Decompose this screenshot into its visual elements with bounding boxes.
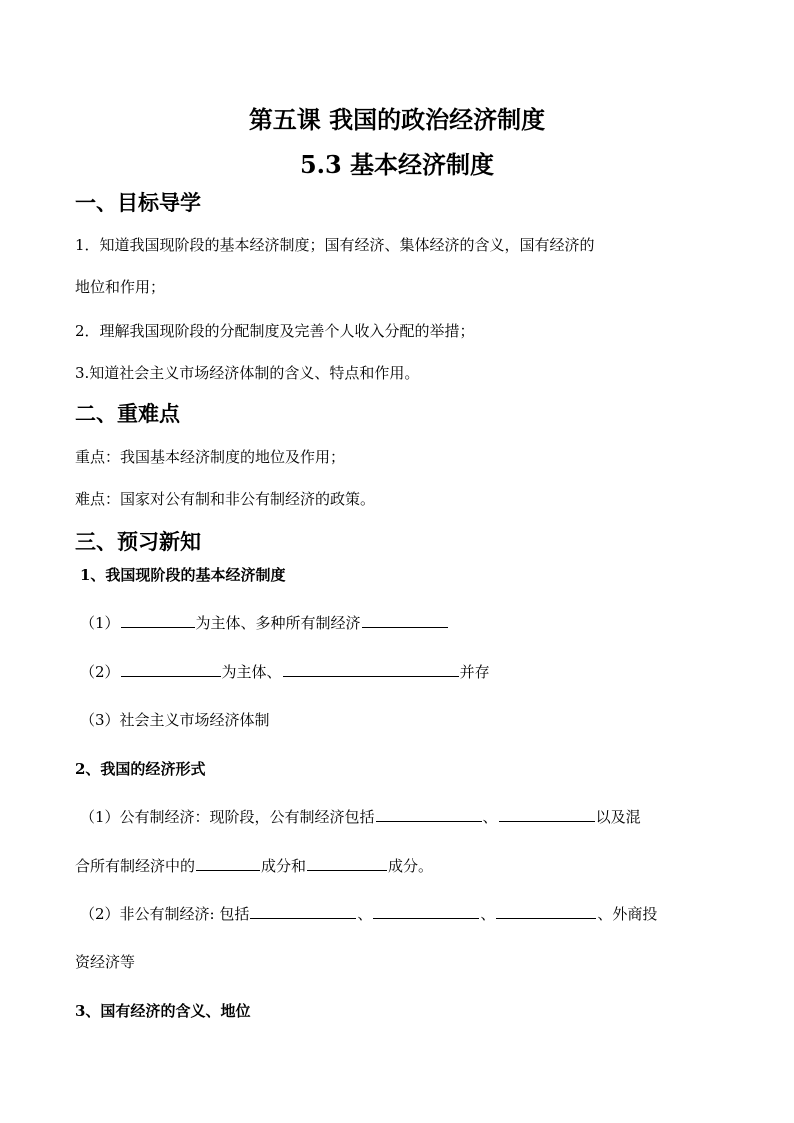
fill-blank[interactable] (373, 904, 479, 919)
q2-b-suffix: 、外商投 (597, 905, 658, 923)
fill-blank[interactable] (376, 807, 482, 822)
q1-a-mid: 为主体、多种所有制经济 (195, 614, 361, 632)
section-title: 5.3 基本经济制度 (299, 150, 495, 179)
objective-3: 3.知道社会主义市场经济体制的含义、特点和作用。 (75, 364, 420, 382)
fill-blank[interactable] (307, 856, 387, 871)
heading-preview: 三、预习新知 (75, 529, 201, 554)
objective-2: 2．理解我国现阶段的分配制度及完善个人收入分配的举措； (75, 322, 475, 340)
key-point: 重点：我国基本经济制度的地位及作用； (75, 448, 346, 466)
q2-a-line2-mid: 成分和 (261, 857, 307, 875)
lesson-title: 第五课 我国的政治经济制度 (248, 105, 546, 134)
fill-blank[interactable] (499, 807, 595, 822)
q2-item-b-line1 (80, 903, 657, 924)
q1-a-prefix: （1） (80, 614, 120, 632)
fill-blank[interactable] (496, 904, 596, 919)
q1-item-c: （3）社会主义市场经济体制 (80, 711, 270, 729)
fill-blank[interactable] (121, 662, 221, 677)
q2-b-sep2: 、 (480, 905, 496, 923)
difficult-point: 难点：国家对公有制和非公有制经济的政策。 (75, 490, 376, 508)
q1-heading: 1、我国现阶段的基本经济制度 (80, 566, 286, 584)
q2-b-sep1: 、 (357, 905, 373, 923)
q1-b-prefix: （2） (80, 663, 120, 681)
q2-heading: 2、我国的经济形式 (75, 760, 206, 778)
heading-key-points: 二、重难点 (75, 401, 180, 426)
q2-a-prefix: （1）公有制经济：现阶段，公有制经济包括 (80, 808, 375, 826)
objective-1-line1: 1．知道我国现阶段的基本经济制度；国有经济、集体经济的含义，国有经济的 (75, 236, 595, 254)
fill-blank[interactable] (121, 613, 195, 628)
q2-item-a-line2 (75, 855, 433, 876)
q2-item-a-line1 (80, 806, 641, 827)
q2-item-b-line2: 资经济等 (75, 953, 136, 971)
heading-objectives: 一、目标导学 (75, 190, 201, 215)
q2-a-line2-prefix: 合所有制经济中的 (75, 857, 196, 875)
q1-b-suffix: 并存 (459, 663, 490, 681)
q2-a-sep: 、 (482, 808, 498, 826)
q1-b-mid: 为主体、 (221, 663, 282, 681)
q2-a-suffix: 以及混 (595, 808, 641, 826)
fill-blank[interactable] (250, 904, 356, 919)
q2-a-line2-suffix: 成分。 (388, 857, 434, 875)
fill-blank[interactable] (362, 613, 448, 628)
q1-item-b (80, 661, 490, 682)
objective-1-line2: 地位和作用； (75, 278, 166, 296)
q1-item-a (80, 612, 449, 633)
fill-blank[interactable] (196, 856, 260, 871)
fill-blank[interactable] (283, 662, 459, 677)
q3-heading: 3、国有经济的含义、地位 (75, 1002, 251, 1020)
q2-b-prefix: （2）非公有制经济: 包括 (80, 905, 250, 923)
